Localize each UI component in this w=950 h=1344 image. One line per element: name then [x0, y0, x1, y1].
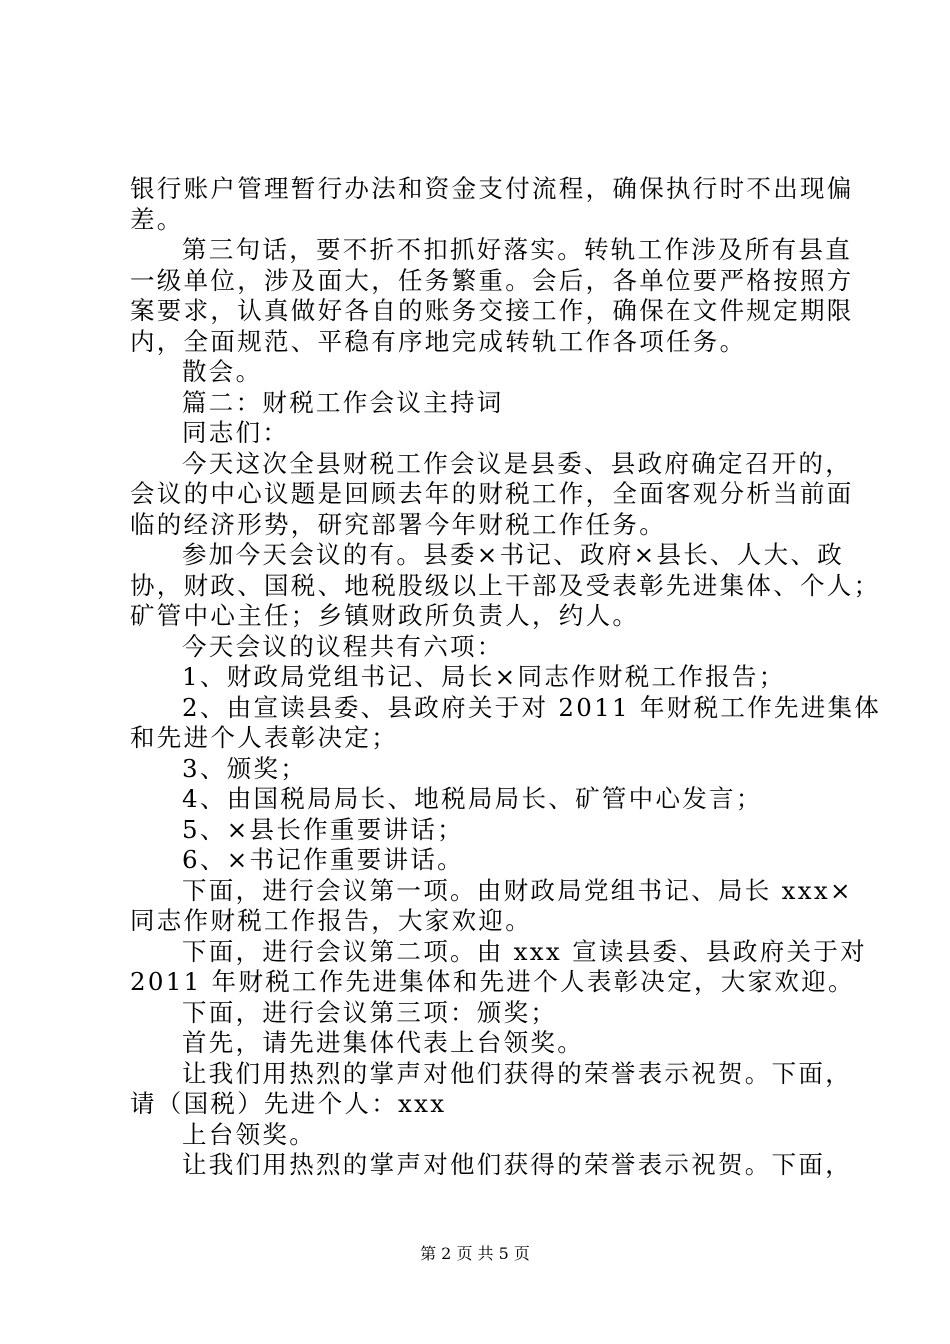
text-line: 今天会议的议程共有六项：	[182, 631, 504, 661]
text-line: 第三句话，要不折不扣抓好落实。转轨工作涉及所有县直	[182, 235, 852, 264]
text-line: 临的经济形势，研究部署今年财税工作任务。	[130, 509, 666, 539]
text-line: 协，财政、国税、地税股级以上干部及受表彰先进集体、个人；	[130, 570, 881, 600]
text-line: 今天这次全县财税工作会议是县委、县政府确定召开的，	[182, 448, 852, 478]
text-line: 散会。	[182, 357, 263, 386]
text-line: 2011 年财税工作先进集体和先进个人表彰决定，大家欢迎。	[130, 967, 855, 996]
text-line: 银行账户管理暂行办法和资金支付流程，确保执行时不出现偏	[130, 174, 854, 203]
agenda-item: 5、×县长作重要讲话；	[182, 814, 464, 844]
text-line: 案要求，认真做好各自的账务交接工作，确保在文件规定期限	[130, 296, 854, 325]
text-line: 上台领奖。	[182, 1119, 316, 1149]
text-line: 矿管中心主任；乡镇财政所负责人，约人。	[130, 601, 640, 630]
agenda-item: 6、×书记作重要讲话。	[182, 845, 464, 874]
page-number-footer: 第 2 页 共 5 页	[420, 1244, 530, 1263]
agenda-item: 2、由宣读县委、县政府关于对 2011 年财税工作先进集体	[182, 692, 882, 722]
agenda-item: 1、财政局党组书记、局长×同志作财税工作报告；	[182, 662, 786, 691]
salutation: 同志们：	[182, 418, 290, 447]
agenda-item: 3、颁奖；	[182, 753, 308, 783]
text-line: 让我们用热烈的掌声对他们获得的荣誉表示祝贺。下面，	[182, 1058, 852, 1088]
text-line: 差。	[130, 204, 184, 234]
text-line: 下面，进行会议第一项。由财政局党组书记、局长 xxx×	[182, 875, 853, 905]
text-line: 参加今天会议的有。县委×书记、政府×县长、人大、政	[182, 540, 845, 569]
text-line: 同志作财税工作报告，大家欢迎。	[130, 906, 532, 935]
text-line: 下面，进行会议第三项：颁奖；	[182, 997, 558, 1027]
section-heading: 篇二：财税工作会议主持词	[182, 387, 504, 417]
agenda-item: 4、由国税局局长、地税局局长、矿管中心发言；	[182, 784, 763, 813]
text-line: 让我们用热烈的掌声对他们获得的荣誉表示祝贺。下面，	[182, 1150, 852, 1179]
text-line: 请（国税）先进个人：xxx	[130, 1089, 447, 1118]
text-line: 会议的中心议题是回顾去年的财税工作，全面客观分析当前面	[130, 479, 854, 508]
text-line: 内，全面规范、平稳有序地完成转轨工作各项任务。	[130, 326, 747, 356]
text-line: 首先，请先进集体代表上台领奖。	[182, 1028, 584, 1057]
text-line: 和先进个人表彰决定；	[130, 723, 398, 752]
document-body	[130, 174, 882, 1181]
text-line: 下面，进行会议第二项。由 xxx 宣读县委、县政府关于对	[182, 936, 867, 966]
text-line: 一级单位，涉及面大，任务繁重。会后，各单位要严格按照方	[130, 265, 854, 295]
